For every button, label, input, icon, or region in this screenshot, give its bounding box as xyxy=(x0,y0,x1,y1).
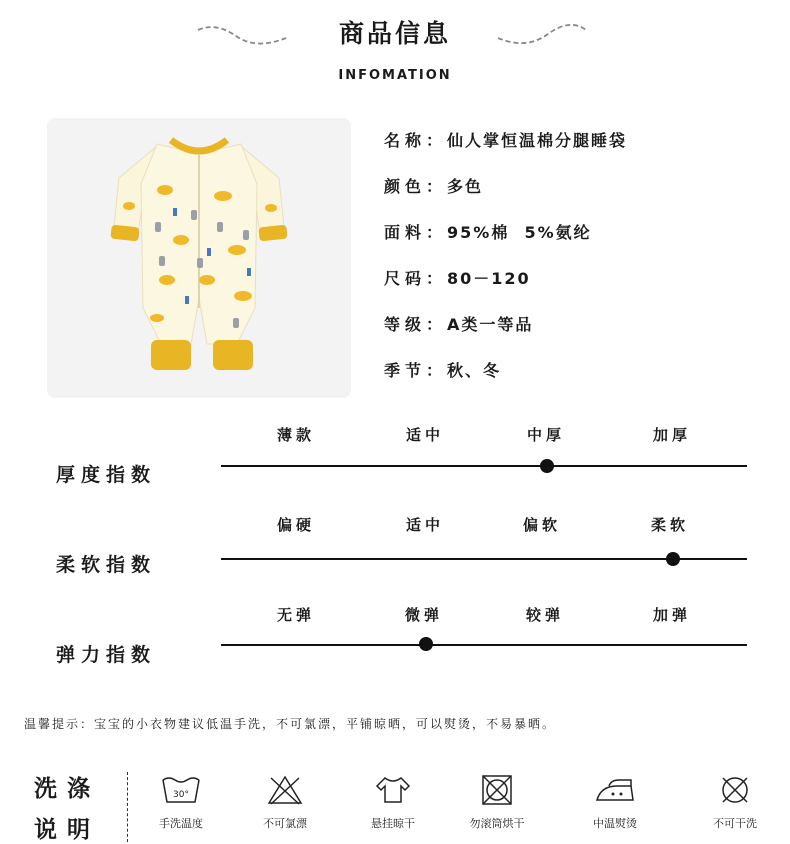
info-row-fabric xyxy=(384,220,592,243)
info-label: 尺码： xyxy=(384,269,448,288)
care-item-iron xyxy=(560,774,670,831)
page-title: 商品信息 xyxy=(338,19,451,48)
care-item-no-bleach xyxy=(230,774,340,831)
care-label: 手洗温度 xyxy=(159,817,203,830)
scale-marker xyxy=(666,552,680,566)
scale-label: 偏硬 xyxy=(276,516,315,534)
care-title-line2: 说明 xyxy=(34,817,100,843)
info-label: 等级： xyxy=(384,315,448,334)
info-row-season xyxy=(384,358,501,381)
info-value: 多色 xyxy=(447,177,484,196)
care-label: 中温熨烫 xyxy=(593,817,637,830)
info-label: 季节： xyxy=(384,361,448,380)
info-row-size xyxy=(384,266,531,289)
no-bleach-icon xyxy=(263,774,307,806)
page-subtitle: INFOMATION xyxy=(338,68,452,83)
care-item-hang-dry xyxy=(338,774,448,831)
scale-title: 柔软指数 xyxy=(56,554,157,576)
care-label: 不可氯漂 xyxy=(263,817,307,830)
scale-label: 柔软 xyxy=(650,516,689,534)
care-item-no-tumble-dry xyxy=(442,774,552,831)
info-value: 仙人掌恒温棉分腿睡袋 xyxy=(447,131,628,150)
info-value: A类一等品 xyxy=(447,315,534,334)
iron-medium-icon xyxy=(593,774,637,806)
info-row-color xyxy=(384,174,483,197)
care-tip: 温馨提示：宝宝的小衣物建议低温手洗，不可氯漂，平铺晾晒，可以熨烫，不易暴晒。 xyxy=(24,717,557,731)
care-label: 悬挂晾干 xyxy=(371,817,415,830)
info-value: 95%棉 5%氨纶 xyxy=(447,223,592,242)
care-title-line1: 洗涤 xyxy=(34,776,100,802)
scale-label: 加厚 xyxy=(652,426,691,444)
info-value: 80－120 xyxy=(447,269,531,288)
info-row-name xyxy=(384,128,627,151)
sleeping-bag-illustration xyxy=(47,118,351,398)
care-item-no-dry-clean xyxy=(680,774,790,831)
scale-marker xyxy=(540,459,554,473)
care-item-hand-wash xyxy=(126,774,236,831)
scale-label: 薄款 xyxy=(276,426,315,444)
scale-label: 微弹 xyxy=(404,606,443,624)
info-row-grade xyxy=(384,312,533,335)
info-label: 面料： xyxy=(384,223,448,242)
scale-track xyxy=(221,644,747,646)
scale-label: 适中 xyxy=(405,426,444,444)
care-label: 不可干洗 xyxy=(713,817,757,830)
product-photo xyxy=(47,118,351,398)
scale-label: 无弹 xyxy=(276,606,315,624)
info-value: 秋、冬 xyxy=(447,361,502,380)
scale-label: 较弹 xyxy=(525,606,564,624)
scale-label: 适中 xyxy=(405,516,444,534)
scale-label: 中厚 xyxy=(526,426,565,444)
hang-dry-icon xyxy=(371,774,415,806)
right-wave-ornament xyxy=(496,22,588,50)
scale-label: 偏软 xyxy=(522,516,561,534)
scale-title: 弹力指数 xyxy=(56,644,157,666)
no-dry-clean-icon xyxy=(713,774,757,806)
info-label: 名称： xyxy=(384,131,448,150)
scale-marker xyxy=(419,637,433,651)
scale-title: 厚度指数 xyxy=(56,464,157,486)
care-label: 勿滚筒烘干 xyxy=(469,817,525,830)
hand-wash-30-icon xyxy=(159,774,203,806)
scale-label: 加弹 xyxy=(652,606,691,624)
scale-track xyxy=(221,465,747,467)
wash-temp-text: 30° xyxy=(173,790,189,800)
info-label: 颜色： xyxy=(384,177,448,196)
no-tumble-dry-icon xyxy=(475,774,519,806)
